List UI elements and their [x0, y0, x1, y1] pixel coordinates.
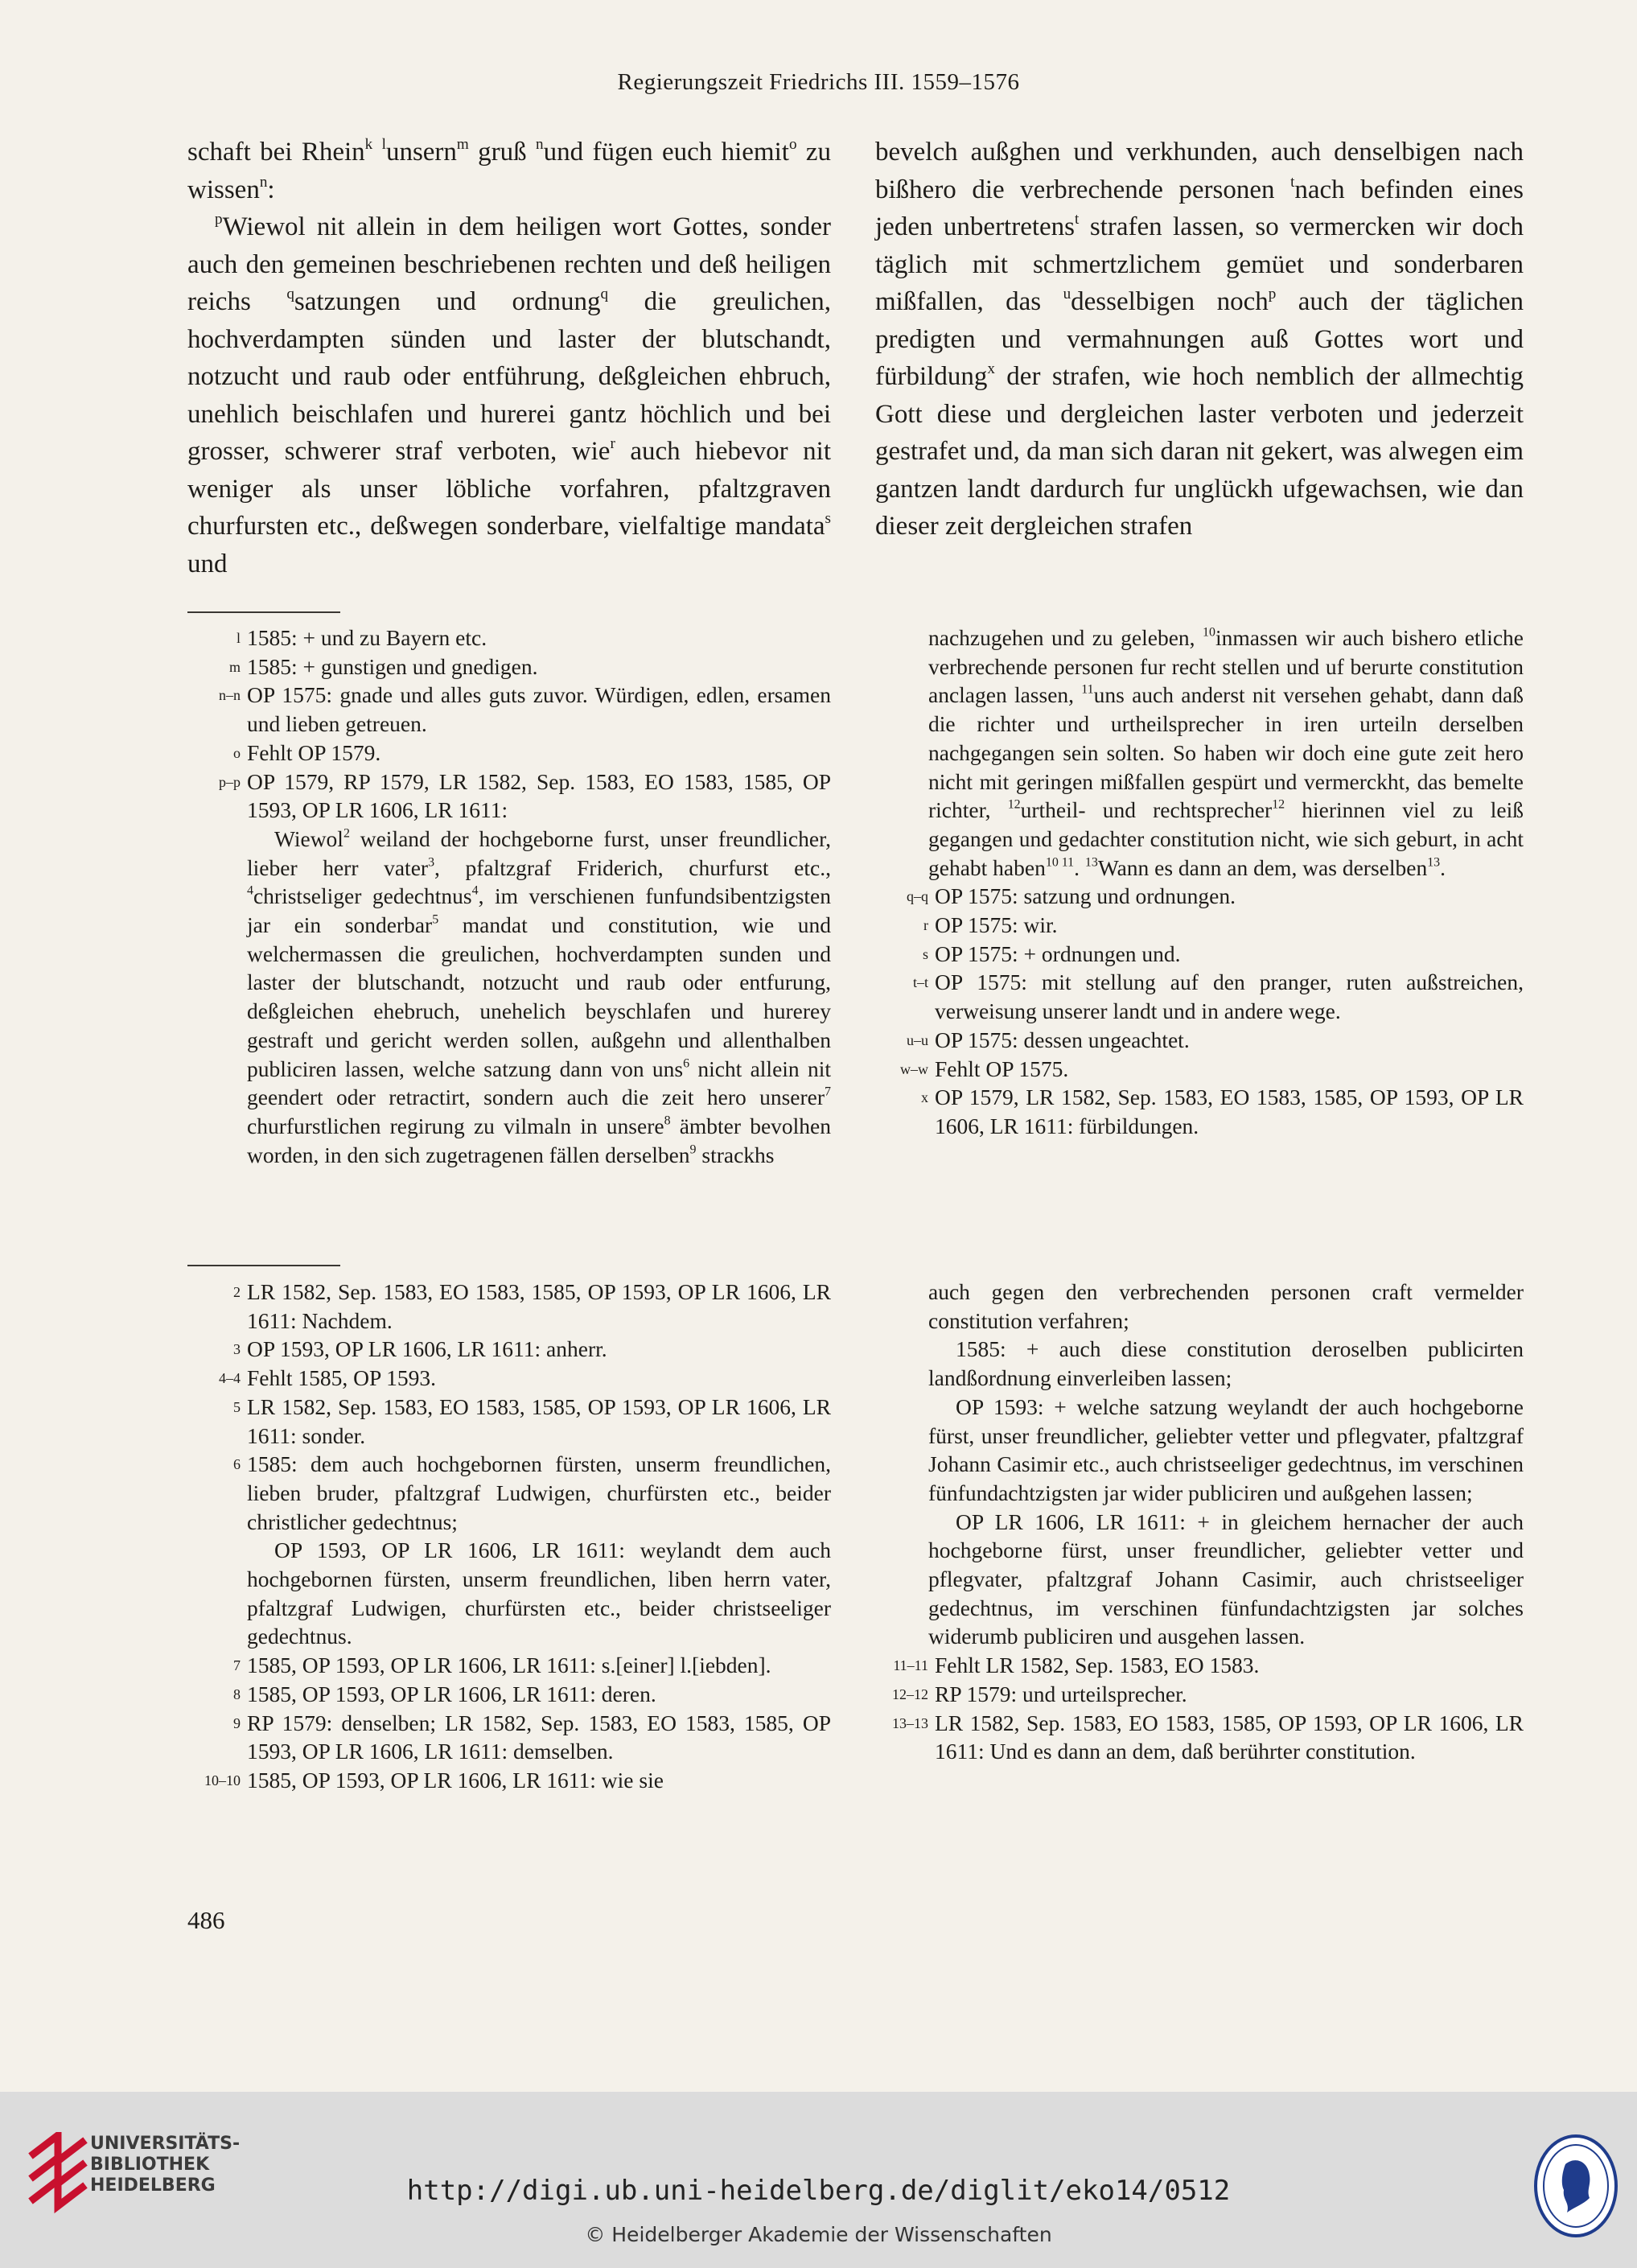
paragraph: schaft bei Rhein$^k$ $^l$unsern$^m$ gruß $^n$und fügen euch hiemit$^o$ zu wissen$^n$:	[187, 136, 832, 204]
footnote	[875, 1651, 1524, 1680]
footnote-rule	[187, 611, 340, 613]
footnote	[187, 739, 831, 768]
footnote-marker: 6	[233, 1456, 241, 1473]
apparatus-a-right	[875, 624, 1524, 1141]
permalink-url[interactable]: http://digi.ub.uni-heidelberg.de/diglit/eko14/0512	[406, 2175, 1231, 2207]
main-text-right	[875, 134, 1524, 545]
footnote	[187, 652, 831, 681]
footnote-text: OP 1575: mit stellung auf den pranger, ruten außstreichen, verweisung unserer landt und in andere wege.	[935, 969, 1524, 1024]
footnote-text: Fehlt LR 1582, Sep. 1583, EO 1583.	[935, 1653, 1260, 1678]
footnote	[875, 1709, 1524, 1766]
footnote	[875, 882, 1524, 911]
footnote	[875, 911, 1524, 940]
footnote	[187, 1709, 831, 1766]
footnote-marker: 3	[233, 1341, 241, 1358]
paragraph: bevelch außghen und verkhunden, auch denselbigen nach bißhero die verbrechende personen $^t$nach befinden eines jeden unbertretens$^t$ strafen lassen, so vermercken wir doch täglich mit schmertzlichem gemüet und sonderbaren mißfallen, das $^u$desselbigen noch$^p$ auch der täglichen predigten und vermahnungen auß Gottes wort und fürbildung$^x$ der strafen, wie hoch nemblich der allmechtig Gott diese und dergleichen laster verboten und jederzeit gestrafet und, da man sich daran nit gekert, was alwegen eim gantzen landt dardurch fur unglückh ufgewachsen, wie dan dieser zeit dergleichen strafen	[875, 138, 1524, 541]
footnote-text: Fehlt OP 1579.	[247, 739, 381, 765]
footnote-text: OP 1575: satzung und ordnungen.	[935, 883, 1236, 909]
footnote-marker: l	[236, 630, 241, 646]
footnote-text: OP 1579, LR 1582, Sep. 1583, EO 1583, 1585, OP 1593, OP LR 1606, LR 1611: fürbildungen.	[935, 1085, 1524, 1138]
apparatus-b-right	[875, 1278, 1524, 1766]
footnote	[187, 681, 831, 738]
variant-quote-continued: nachzugehen und zu geleben, $^{10}$inmassen wir auch bishero etliche verbrechende personen fur recht stellen und uf berurte constitution anclagen lassen, $^{11}$uns auch anderst nit versehen gehabt, dann daß die richter und urtheilsprecher in iren urteiln derselben nachgegangen sein solten. So haben wir doch eine gute zeit hero nicht mit geringen mißfallen gespürt und vermerckht, das bemelte richter, $^{12}$urtheil- und rechtsprecher$^{12}$ hierinnen viel zu leiß gegangen und gedachter constitution nicht, wie sich geburt, in acht gehabt haben$^{10 11}$. $^{13}$Wann es dann an dem, was derselben$^{13}$.	[928, 625, 1524, 880]
footnote	[187, 1335, 831, 1364]
footnote-text: OP 1593, OP LR 1606, LR 1611: weylandt dem auch hochgebornen fürsten, unserm freundlichen, liben herrn vater, pfaltzgraf Ludwigen, churfürsten etc., beider christseeliger gedechtnus.	[247, 1537, 831, 1649]
footnote-marker: x	[921, 1089, 928, 1106]
footnote-marker: m	[228, 658, 241, 675]
footnote	[187, 768, 831, 825]
paragraph: $^p$Wiewol nit allein in dem heiligen wort Gottes, sonder auch den gemeinen beschriebenen rechten und deß heiligen reichs $^q$satzungen und ordnung$^q$ die greulichen, hochverdampten sünden und laster der blutschandt, notzucht und raub oder entführung, deßgleichen ehbruch, unehlich beischlafen und hurerei gantz höchlich und bei grosser, schwerer straf verboten, wie$^r$ auch hiebevor nit weniger als unser löbliche vorfahren, pfaltzgraven churfursten etc., deßwegen sonderbare, vielfaltige mandata$^s$ und	[187, 211, 831, 578]
page-number: 486	[187, 1906, 225, 1934]
footnote	[187, 1766, 831, 1795]
apparatus-b-left	[187, 1278, 831, 1795]
footnote-marker: w–w	[900, 1060, 928, 1077]
footnote	[187, 1364, 831, 1393]
footnote-text: RP 1579: denselben; LR 1582, Sep. 1583, EO 1583, 1585, OP 1593, OP LR 1606, LR 1611: demselben.	[247, 1710, 831, 1764]
footnote-marker: 7	[233, 1657, 241, 1674]
footnote-marker: 10–10	[204, 1772, 241, 1788]
footnote	[875, 1680, 1524, 1709]
footnote	[875, 1055, 1524, 1084]
footnote	[187, 1651, 831, 1680]
footnote-text: OP 1579, RP 1579, LR 1582, Sep. 1583, EO 1583, 1585, OP 1593, OP LR 1606, LR 1611:	[247, 768, 831, 823]
running-head: Regierungszeit Friedrichs III. 1559–1576	[617, 69, 1020, 95]
footnote-text: 1585: + und zu Bayern etc.	[247, 625, 487, 650]
footnote-text: 1585, OP 1593, OP LR 1606, LR 1611: wie sie	[247, 1767, 664, 1793]
footnote	[875, 940, 1524, 969]
footnote-text: 1585, OP 1593, OP LR 1606, LR 1611: deren.	[247, 1681, 656, 1706]
footnote-text: OP 1575: wir.	[935, 912, 1058, 938]
footnote-marker: q–q	[907, 888, 928, 905]
footnote-text: OP 1575: + ordnungen und.	[935, 941, 1181, 966]
footnote-text: 1585: dem auch hochgebornen fürsten, unserm freundlichen, lieben bruder, pfaltzgraf Ludwigen, churfürsten etc., beider christlicher gedechtnus;	[247, 1451, 831, 1534]
footnote-text: Fehlt 1585, OP 1593.	[247, 1365, 437, 1391]
footnote-text: LR 1582, Sep. 1583, EO 1583, 1585, OP 1593, OP LR 1606, LR 1611: sonder.	[247, 1393, 831, 1448]
footnote	[875, 1083, 1524, 1140]
footnote-continued: auch gegen den verbrechenden personen craft vermelder constitution verfahren; 1585: + auch diese constitution deroselben publicirten landßordnung einverleiben lassen; OP 1593: + welche satzung weylandt der auch hochgeborne fürst, unser freundlicher, geliebter vetter und pflegvater, pfaltzgraf Johann Casimir etc., auch christseeliger gedechtnus, im verschinen fünfundachtzigsten jar wider publiciren und außgehen lassen; OP LR 1606, LR 1611: + in gleichem hernacher der auch hochgeborne fürst, unser freundlicher, geliebter vetter und pflegvater, pfaltzgraf Johann Casimir, auch christseeliger gedechtnus, im verschinen fünfundachtzigsten jar solches widerumb publiciren und ausgehen lassen.	[928, 1279, 1524, 1649]
footnote-marker: u–u	[907, 1031, 928, 1048]
footnote-text: LR 1582, Sep. 1583, EO 1583, 1585, OP 1593, OP LR 1606, LR 1611: Nachdem.	[247, 1279, 831, 1333]
footnote-marker: 12–12	[892, 1686, 928, 1702]
footnote-text: RP 1579: und urteilsprecher.	[935, 1681, 1187, 1706]
footnote	[187, 1450, 831, 1651]
footnote	[875, 1026, 1524, 1055]
library-name: UNIVERSITÄTS- BIBLIOTHEK HEIDELBERG	[90, 2134, 241, 2196]
footnote-text: 1585: + gunstigen und gnedigen.	[247, 653, 538, 679]
footnote	[187, 1393, 831, 1450]
footnote-marker: 8	[233, 1686, 241, 1702]
footnote-marker: r	[923, 917, 928, 934]
footnote	[187, 1680, 831, 1709]
footnote-marker: 2	[233, 1284, 241, 1300]
footnote-marker: 13–13	[892, 1714, 928, 1731]
footnote-marker: t–t	[912, 974, 928, 991]
footnote-marker: s	[922, 945, 928, 962]
footnote-text: 1585, OP 1593, OP LR 1606, LR 1611: s.[einer] l.[iebden].	[247, 1653, 771, 1678]
footnote-marker: 4–4	[219, 1370, 241, 1387]
footnote-rule	[187, 1265, 340, 1266]
footnote	[187, 624, 831, 652]
footnote-marker: 11–11	[893, 1657, 928, 1674]
footnote-marker: n–n	[219, 687, 241, 704]
footnote-text: Fehlt OP 1575.	[935, 1056, 1069, 1081]
main-text-left	[187, 134, 831, 582]
footnote-marker: o	[233, 744, 241, 761]
variant-quote: Wiewol$^2$ weiland der hochgeborne furst, unser freundlicher, lieber herr vater$^3$, pfaltzgraf Friderich, churfurst etc., $^4$christseliger gedechtnus$^4$, im verschienen funfundsibentzigsten jar ein sonderbar$^5$ mandat und constitution, wie und welchermassen die greulichen, hochverdampten sunden und laster der blutschandt, notzucht und raub oder entfurung, deßgleichen ehebruch, unehelich beyschlafen und hurerey gestraft und gericht werden sollen, außgehn und allenthalben publiciren lassen, welche satzung dann von uns$^6$ nicht allein nit geendert oder retractirt, sondern auch die zeit hero unserer$^7$ churfurstlichen regirung zu vilmaln in unsere$^8$ ämbter bevolhen worden, in den sich zugetragenen fällen derselben$^9$ strackhs	[247, 825, 832, 1167]
footnote-marker: 9	[233, 1714, 241, 1731]
copyright-notice: © Heidelberger Akademie der Wissenschaften	[585, 2223, 1052, 2246]
footnote	[875, 968, 1524, 1025]
footnote-text: LR 1582, Sep. 1583, EO 1583, 1585, OP 1593, OP LR 1606, LR 1611: Und es dann an dem, daß berührter constitution.	[935, 1710, 1524, 1764]
footnote-text: OP 1575: gnade und alles guts zuvor. Würdigen, edlen, ersamen und lieben getreuen.	[247, 682, 831, 737]
footnote-marker: 5	[233, 1398, 241, 1415]
viewer-footer	[0, 2092, 1637, 2268]
footnote	[187, 1278, 831, 1335]
footnote-text: OP 1593, OP LR 1606, LR 1611: anherr.	[247, 1336, 607, 1362]
apparatus-a-left	[187, 624, 831, 1169]
footnote-marker: p–p	[219, 773, 241, 790]
footnote-text: OP 1575: dessen ungeachtet.	[935, 1027, 1190, 1052]
academy-seal-icon	[1533, 2134, 1618, 2238]
